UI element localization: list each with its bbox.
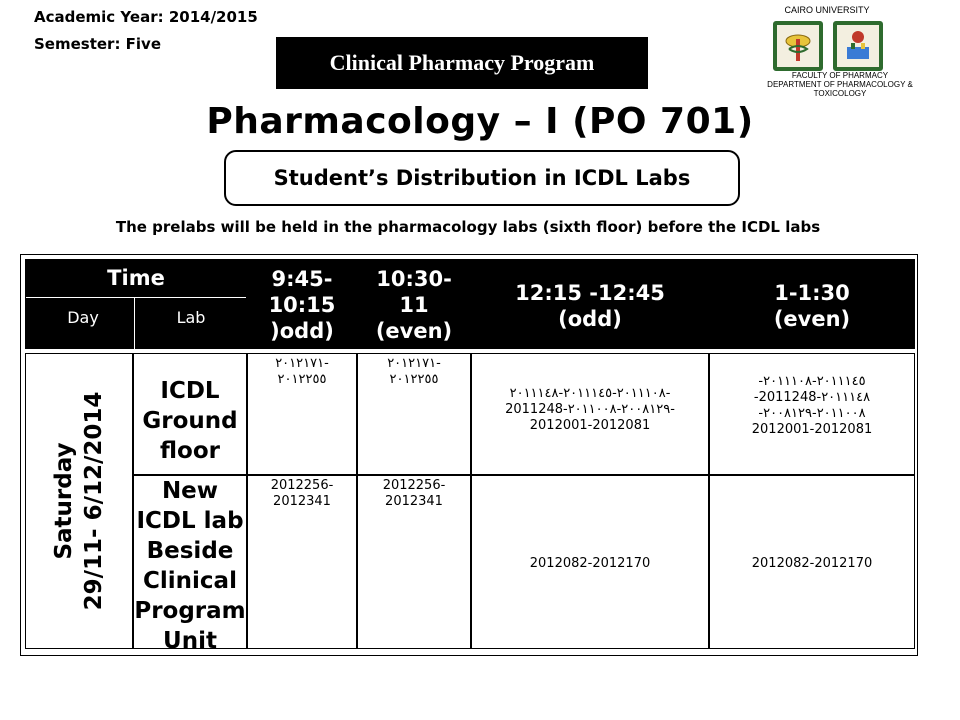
time-label: Time [107,266,165,290]
day-cell [25,353,133,649]
day-name: Saturday [51,442,77,560]
cell-line: 2012082-2012170 [529,556,651,571]
slot-2-line1: 10:30- [376,267,452,291]
distribution-banner [224,150,740,206]
header-slot-2 [357,259,471,349]
lab-label: Lab [176,308,206,327]
lab-2-line3: Beside [146,538,234,564]
slot-3-line1: 12:15 -12:45 [515,281,665,305]
lab-2-line6: Unit [163,628,217,654]
slot-2-line2: 11 [399,293,429,317]
cell-line: 2012256- [270,478,334,493]
slot-4-line2: (even) [773,307,851,331]
cell-line: ٢٠١١١٠٨-٢٠١١١٤٥-٢٠١١١٤٨- [509,386,671,401]
cell-line: -2011248-٢٠١١١٤٨ [753,390,871,405]
lab-1-line1: ICDL [160,378,220,404]
schedule-table [20,254,918,656]
header-slot-4 [709,259,915,349]
slot-3-line2: (odd) [558,307,622,331]
day-dates: 29/11- 6/12/2014 [81,391,107,611]
program-banner [276,37,648,89]
cell-line: 2012001-2012081 [751,422,873,437]
cell-line: -٢٠١١١٤٥-٢٠١١١٠٨ [758,374,866,389]
row1-slot4 [709,353,915,475]
cell-line: 2012082-2012170 [751,556,873,571]
row1-slot2 [357,353,471,475]
lab-1-line2: Ground [142,408,238,434]
day-label: Day [67,308,99,327]
lab-2-line5: Program [134,598,246,624]
faculty-line: FACULTY OF PHARMACY [791,71,889,80]
university-name: CAIRO UNIVERSITY [784,5,870,15]
cell-line: 2012256- [382,478,446,493]
cell-line: ٢٠١٢٢٥٥ [389,372,439,387]
row2-slot1 [247,475,357,649]
slot-4-line1: 1-1:30 [774,281,850,305]
cell-line: -٢٠١١٠٠٨-٢٠٠٨١٢٩ [758,406,866,421]
lab-2-line4: Clinical [143,568,237,594]
header-slot-1 [247,259,357,349]
prelab-note: The prelabs will be held in the pharmacology labs (sixth floor) before the ICDL labs [115,218,821,236]
row1-slot3 [471,353,709,475]
cell-line: ٢٠١٢١٧١- [387,356,441,371]
department-line: DEPARTMENT OF PHARMACOLOGY & TOXICOLOGY [767,80,913,98]
lab-ground-floor [133,353,247,475]
program-title: Clinical Pharmacy Program [329,50,595,75]
lab-2-line2: ICDL lab [136,508,244,534]
distribution-title: Student’s Distribution in ICDL Labs [273,166,691,190]
slot-1-line2: 10:15 [268,293,336,317]
row2-slot2 [357,475,471,649]
lab-1-line3: floor [160,438,220,464]
cell-line: 2012341 [385,494,443,509]
slot-2-line3: (even) [375,319,453,343]
cell-line: 2012001-2012081 [529,418,651,433]
row1-slot1 [247,353,357,475]
university-logo-block [740,3,940,98]
header-slot-3 [471,259,709,349]
lab-2-line1: New [161,478,219,504]
academic-year: Academic Year: 2014/2015 [34,8,258,26]
department-logo [833,21,883,71]
header-time-cell [25,259,247,349]
semester: Semester: Five [34,35,162,53]
cell-line: ٢٠١٢٢٥٥ [277,372,327,387]
row2-slot4 [709,475,915,649]
row2-slot3 [471,475,709,649]
faculty-name [740,71,940,98]
course-title: Pharmacology – I (PO 701) [206,101,754,142]
lab-new-icdl [133,475,247,654]
cell-line: 2011248-٢٠٠٨١٢٩-٢٠١١٠٠٨- [505,402,675,417]
day-text [49,392,109,611]
pharmacy-logo [773,21,823,71]
slot-1-line3: )odd) [270,319,334,343]
slot-1-line1: 9:45- [271,267,333,291]
cell-line: ٢٠١٢١٧١- [275,356,329,371]
cell-line: 2012341 [273,494,331,509]
